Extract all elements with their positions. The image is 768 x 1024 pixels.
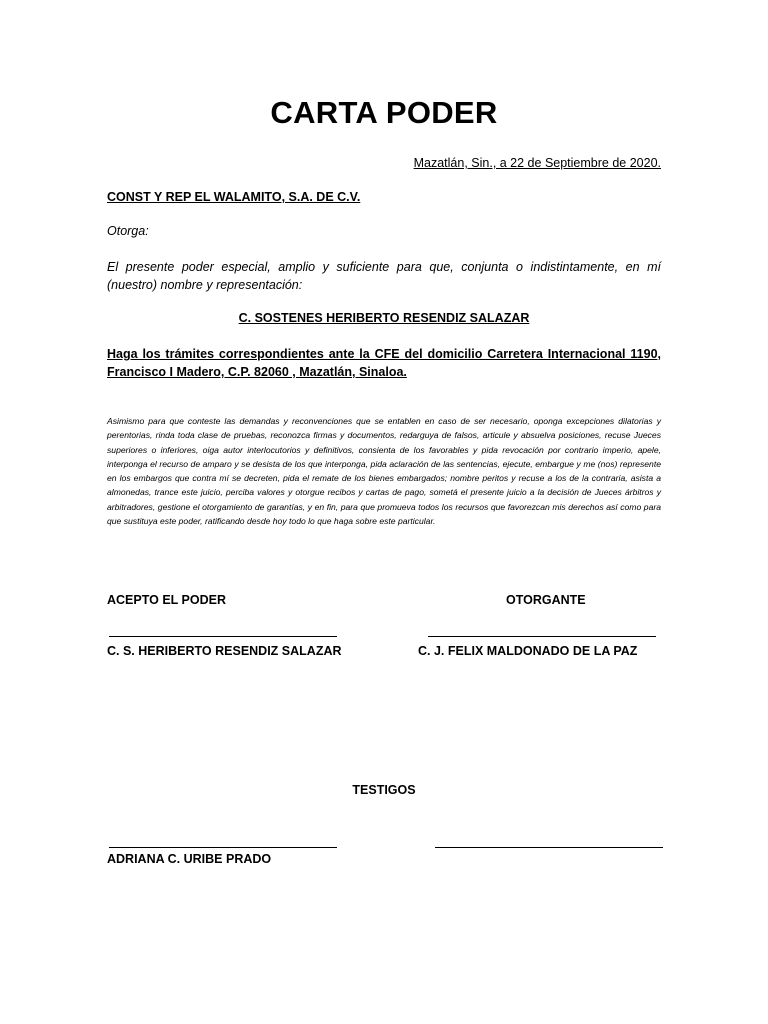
- grant-paragraph: El presente poder especial, amplio y suficiente para que, conjunta o indistintamente, en mí (nuestro) nombre y representación:: [107, 260, 661, 292]
- legal-paragraph: Asimismo para que conteste las demandas y reconvenciones que se entablen en caso de ser necesario, oponga excepciones dilatorias y perentorias, rinda toda clase de pruebas, reconozca firmas y documentos, redarguya de falsos, articule y absuelva posiciones, recuse Jueces superiores o inferiores, oiga autor interlocutorios y definitivos, consienta de los favorables y pida revocación por contrario imperio, apele, interponga el recurso de amparo y se desista de los que interponga, pida aclaración de las sentencias, ejecute, embargue y me (nos) represente en los embargos que contra mí se decreten, pida el remate de los bienes embargados; nombre peritos y recuse a los de la contraria, asista a almonedas, trance este juicio, perciba valores y otorgue recibos y cartas de pago, sometá el presente juicio a la decisión de Jueces árbitros y arbitradores, gestione el otorgamiento de garantías, y en fin, para que promueva todos los recursos que favorezcan mis derechos así como para que sustituya este poder, ratificando desde hoy todo lo que haga sobre este particular.: [107, 416, 661, 527]
- date-line: Mazatlán, Sin., a 22 de Septiembre de 2020.: [413, 156, 661, 170]
- otorga-label: Otorga:: [107, 224, 149, 238]
- acepto-label: ACEPTO EL PODER: [107, 593, 227, 607]
- otorgante-label: OTORGANTE: [506, 593, 586, 607]
- testigo-1-name: ADRIANA C. URIBE PRADO: [107, 852, 272, 866]
- testigos-label: TESTIGOS: [352, 783, 416, 797]
- signature-line-testigo-2: [435, 847, 663, 848]
- tramites-paragraph: Haga los trámites correspondientes ante la CFE del domicilio Carretera Internacional 1190, Francisco I Madero, C.P. 82060 , Mazatlán, Sinaloa.: [107, 347, 661, 379]
- otorgante-signer-name: C. J. FELIX MALDONADO DE LA PAZ: [418, 644, 638, 658]
- document-title: CARTA PODER: [270, 95, 498, 130]
- representative-name: C. SOSTENES HERIBERTO RESENDIZ SALAZAR: [238, 311, 530, 325]
- company-name: CONST Y REP EL WALAMITO, S.A. DE C.V.: [107, 190, 361, 204]
- signature-line-testigo-1: [109, 847, 337, 848]
- signature-line-otorgante: [428, 636, 656, 637]
- acepto-signer-name: C. S. HERIBERTO RESENDIZ SALAZAR: [107, 644, 342, 658]
- signature-line-acepto: [109, 636, 337, 637]
